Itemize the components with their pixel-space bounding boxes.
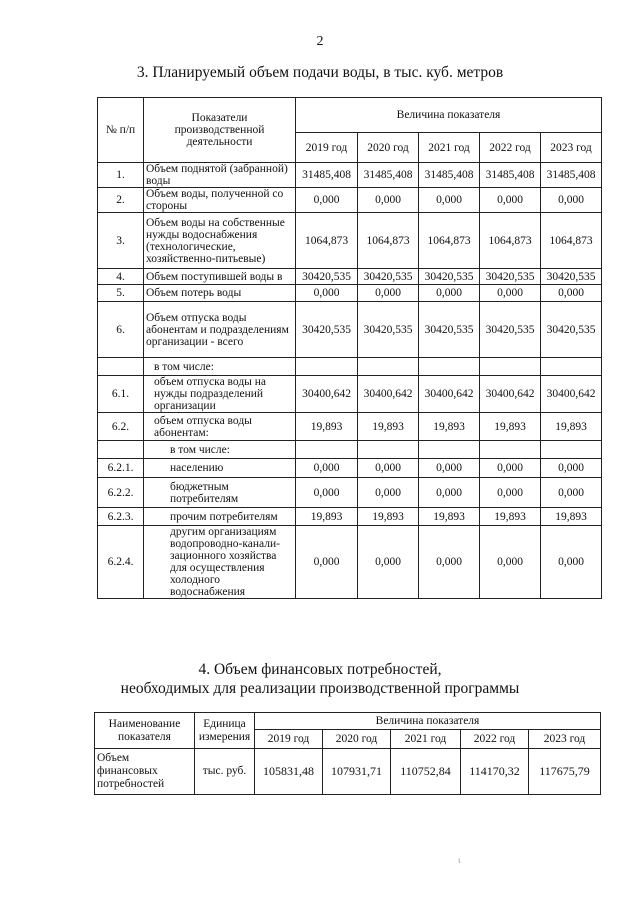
section4-title-line1: 4. Объем финансовых потребностей, <box>198 661 442 678</box>
water-supply-table <box>97 97 602 599</box>
row-number: 6.1. <box>98 376 144 413</box>
table-row <box>98 441 602 459</box>
table-row <box>98 188 602 213</box>
row-label: Объем поднятой (забранной) воды <box>144 163 296 188</box>
row-label: Объем воды на собственные нужды водоснабжения (технологические, хозяйственно-питьевые) <box>144 213 296 269</box>
row-number <box>98 358 144 376</box>
table-row <box>98 508 602 526</box>
row-value: 31485,408 <box>358 163 419 188</box>
row-value: 0,000 <box>358 188 419 213</box>
row-value <box>480 358 541 376</box>
page-number: 2 <box>316 34 324 49</box>
fin-value-2021: 110752,84 <box>391 749 461 795</box>
row-number: 4. <box>98 269 144 285</box>
row-value <box>358 441 419 459</box>
row-value <box>358 358 419 376</box>
row-label: объем отпуска воды абонентам: <box>144 413 296 441</box>
row-value <box>541 358 602 376</box>
row-value: 30420,535 <box>358 269 419 285</box>
fin-value-2019: 105831,48 <box>255 749 323 795</box>
row-label: в том числе: <box>144 358 296 376</box>
year-2020: 2020 год <box>358 133 419 163</box>
row-value: 0,000 <box>296 459 358 478</box>
row-value: 30400,642 <box>480 376 541 413</box>
row-label: Объем поступившей воды в <box>144 269 296 285</box>
row-value: 19,893 <box>541 508 602 526</box>
row-value: 30420,535 <box>419 269 480 285</box>
row-value: 30420,535 <box>296 269 358 285</box>
row-label: бюджетным потребителям <box>144 478 296 508</box>
year-2022: 2022 год <box>480 133 541 163</box>
row-value: 0,000 <box>296 526 358 599</box>
row-number: 6.2.4. <box>98 526 144 599</box>
row-value: 0,000 <box>419 526 480 599</box>
row-label: Объем отпуска воды абонентам и подразделениям организации - всего <box>144 302 296 358</box>
fin-row-label: Объем финансовых потребностей <box>95 749 195 795</box>
row-value: 0,000 <box>296 478 358 508</box>
row-value: 0,000 <box>358 526 419 599</box>
table-row <box>98 358 602 376</box>
header-num: № п/п <box>98 98 144 163</box>
row-value: 19,893 <box>541 413 602 441</box>
fin-row-unit: тыс. руб. <box>195 749 255 795</box>
row-value: 0,000 <box>358 459 419 478</box>
row-value: 0,000 <box>480 459 541 478</box>
row-value: 31485,408 <box>296 163 358 188</box>
row-value: 31485,408 <box>419 163 480 188</box>
row-value: 0,000 <box>541 478 602 508</box>
header-value: Величина показателя <box>296 98 602 133</box>
table-row <box>98 302 602 358</box>
row-value: 30420,535 <box>296 302 358 358</box>
row-value: 1064,873 <box>480 213 541 269</box>
row-number: 6.2.2. <box>98 478 144 508</box>
fin-year-2023: 2023 год <box>529 730 601 749</box>
table-row <box>98 459 602 478</box>
row-value: 30400,642 <box>541 376 602 413</box>
header-indicator: Показатели производственной деятельности <box>144 98 296 163</box>
fin-value-2020: 107931,71 <box>323 749 391 795</box>
row-value: 0,000 <box>541 526 602 599</box>
row-value <box>480 441 541 459</box>
fin-year-2020: 2020 год <box>323 730 391 749</box>
row-number: 3. <box>98 213 144 269</box>
row-value: 0,000 <box>541 459 602 478</box>
row-value: 0,000 <box>541 188 602 213</box>
row-value: 0,000 <box>480 188 541 213</box>
row-label: населению <box>144 459 296 478</box>
fin-year-2022: 2022 год <box>461 730 529 749</box>
row-value <box>541 441 602 459</box>
year-2021: 2021 год <box>419 133 480 163</box>
row-label: Объем воды, полученной со стороны <box>144 188 296 213</box>
row-value: 0,000 <box>358 478 419 508</box>
row-value: 0,000 <box>296 285 358 302</box>
table-row <box>98 213 602 269</box>
year-2019: 2019 год <box>296 133 358 163</box>
row-value: 19,893 <box>419 508 480 526</box>
row-value: 0,000 <box>296 188 358 213</box>
row-value: 30420,535 <box>480 302 541 358</box>
row-value: 30400,642 <box>296 376 358 413</box>
row-value: 19,893 <box>358 508 419 526</box>
row-value: 1064,873 <box>296 213 358 269</box>
row-value <box>419 441 480 459</box>
row-value: 0,000 <box>480 526 541 599</box>
row-value: 30420,535 <box>480 269 541 285</box>
row-value: 30400,642 <box>419 376 480 413</box>
row-number: 5. <box>98 285 144 302</box>
fin-year-2019: 2019 год <box>255 730 323 749</box>
row-value: 19,893 <box>358 413 419 441</box>
row-value <box>296 441 358 459</box>
row-number: 6.2.1. <box>98 459 144 478</box>
table-row <box>98 285 602 302</box>
table-row <box>98 376 602 413</box>
table-row <box>98 163 602 188</box>
row-label: Объем потерь воды <box>144 285 296 302</box>
table-row <box>98 413 602 441</box>
fin-value-2022: 114170,32 <box>461 749 529 795</box>
table-row <box>98 478 602 508</box>
fin-header-name: Наименование показателя <box>95 713 195 749</box>
fin-header-value: Величина показателя <box>255 713 601 730</box>
table-row <box>98 269 602 285</box>
row-value: 31485,408 <box>541 163 602 188</box>
row-value: 19,893 <box>296 508 358 526</box>
row-value: 0,000 <box>419 478 480 508</box>
row-number: 6. <box>98 302 144 358</box>
row-value: 0,000 <box>419 285 480 302</box>
row-label: объем отпуска воды на нужды подразделений организации <box>144 376 296 413</box>
row-label: прочим потребителям <box>144 508 296 526</box>
row-value: 0,000 <box>480 478 541 508</box>
row-label: другим организациям водопроводно-канали-зационного хозяйства для осуществления холодного водоснабжения <box>144 526 296 599</box>
row-number: 1. <box>98 163 144 188</box>
row-label: в том числе: <box>144 441 296 459</box>
row-value <box>296 358 358 376</box>
row-value: 30420,535 <box>541 269 602 285</box>
fin-header-unit: Единица измерения <box>195 713 255 749</box>
row-value: 19,893 <box>480 413 541 441</box>
row-value: 1064,873 <box>419 213 480 269</box>
row-value: 30420,535 <box>358 302 419 358</box>
row-value: 19,893 <box>419 413 480 441</box>
scan-mark: ι <box>458 855 461 865</box>
row-value: 0,000 <box>541 285 602 302</box>
row-value: 31485,408 <box>480 163 541 188</box>
row-value: 19,893 <box>480 508 541 526</box>
row-value: 30420,535 <box>419 302 480 358</box>
row-value <box>419 358 480 376</box>
row-value: 0,000 <box>419 188 480 213</box>
row-value: 0,000 <box>358 285 419 302</box>
row-value: 19,893 <box>296 413 358 441</box>
fin-year-2021: 2021 год <box>391 730 461 749</box>
row-number: 2. <box>98 188 144 213</box>
section4-title <box>0 660 640 698</box>
section4-title-line2: необходимых для реализации производственной программы <box>120 680 520 697</box>
row-number: 6.2.3. <box>98 508 144 526</box>
financial-needs-table <box>94 712 601 795</box>
row-value: 1064,873 <box>358 213 419 269</box>
fin-value-2023: 117675,79 <box>529 749 601 795</box>
row-value: 30400,642 <box>358 376 419 413</box>
section3-title: 3. Планируемый объем подачи воды, в тыс. куб. метров <box>136 64 504 81</box>
row-number: 6.2. <box>98 413 144 441</box>
row-value: 0,000 <box>480 285 541 302</box>
year-2023: 2023 год <box>541 133 602 163</box>
row-value: 0,000 <box>419 459 480 478</box>
table-row <box>98 526 602 599</box>
row-number <box>98 441 144 459</box>
row-value: 30420,535 <box>541 302 602 358</box>
row-value: 1064,873 <box>541 213 602 269</box>
